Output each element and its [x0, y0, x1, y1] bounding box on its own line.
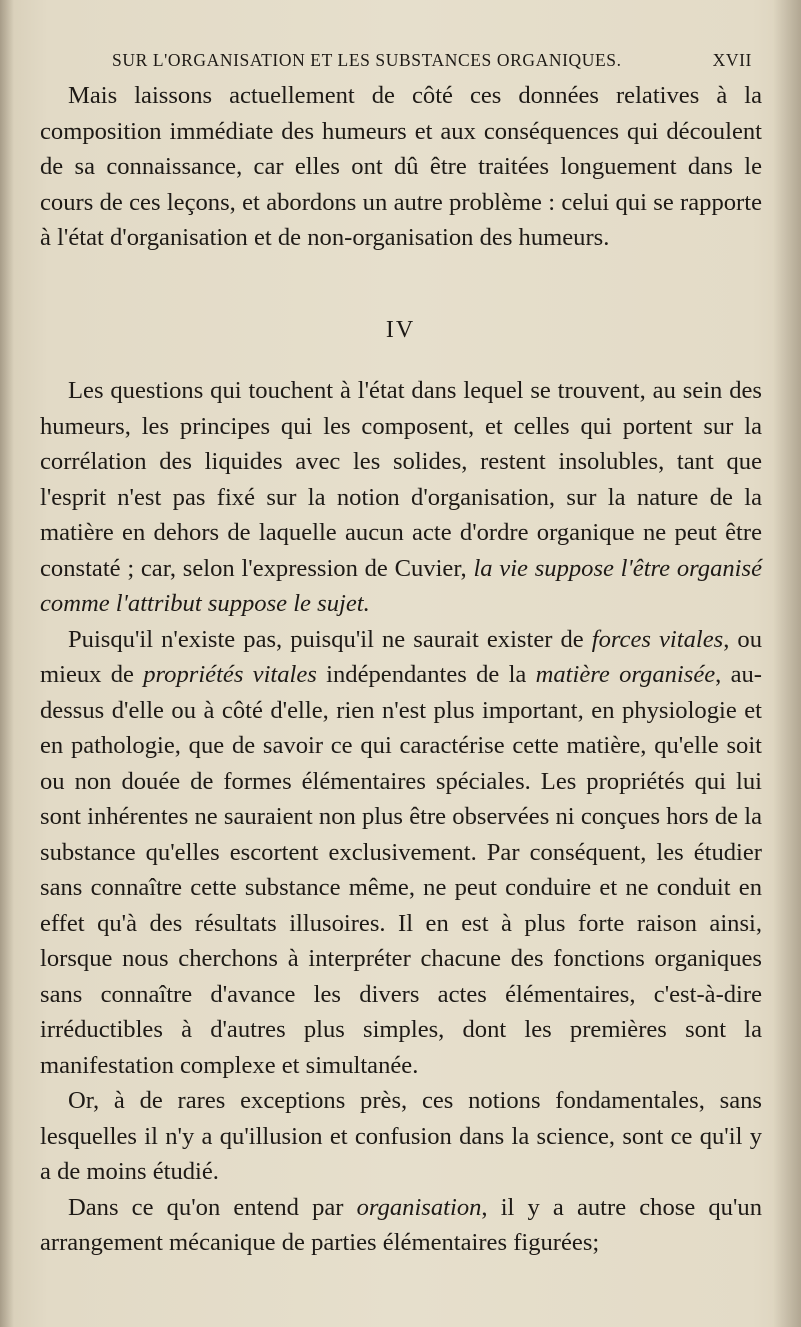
term-forces-vitales: forces vitales: [591, 625, 724, 653]
section-number: IV: [385, 317, 416, 343]
text-block-intro: [40, 78, 762, 256]
term-proprietes-vitales: propriétés vitales: [143, 661, 317, 688]
paragraph-3-text-c: indépendantes de la: [316, 661, 536, 688]
paragraph-2-text: Les questions qui touchent à l'état dans lequel se trouvent, au sein des humeurs, les principes qui les composent, et celles qui portent sur la corrélation des liquides avec les solides, restent insolubles, tant que l'esprit n'est pas fixé sur la notion d'organisation, sur la nature de la matière en dehors de laquelle aucun acte d'ordre organique ne peut être constaté ; car, selon l'expression de Cuvier,: [40, 377, 762, 582]
paragraph-2: [40, 373, 762, 622]
running-title: SUR L'ORGANISATION ET LES SUBSTANCES ORGANIQUES.: [112, 50, 622, 70]
paragraph-3: [40, 622, 762, 1084]
paragraph-5: [40, 1190, 762, 1261]
cuvier-quote: la vie suppose l'être organisé comme l'attribut suppose le sujet.: [40, 554, 763, 617]
term-matiere-organisee: matière organisée: [535, 661, 716, 688]
paragraph-3-text-b: , ou mieux de: [40, 625, 762, 688]
paragraph-1: Mais laissons actuellement de côté ces données relatives à la composition immédiate des humeurs et aux conséquences qui découlent de sa connaissance, car elles ont dû être traitées longuement dans le cours de ces leçons, et abordons un autre problème : celui qui se rapporte à l'état d'organisation et de non-organisation des humeurs.: [40, 82, 762, 251]
paragraph-3-text-d: , au-dessus d'elle ou à côté d'elle, rien n'est plus important, en physiologie et en pathologie, que de savoir ce qui caractérise cette matière, qu'elle soit ou non douée de formes élémentaires spéciales. Les propriétés qui lui sont inhérentes ne sauraient non plus être observées ni conçues hors de la substance qu'elles escortent exclusivement. Par conséquent, les étudier sans connaître cette substance même, ne peut conduire et ne conduit en effet qu'à des résultats illusoires. Il en est à plus forte raison ainsi, lorsque nous cherchons à interpréter chacune des fonctions organiques sans connaître d'avance les divers actes élémentaires, c'est-à-dire irréductibles à d'autres plus simples, dont les premières sont la manifestation complexe et simultanée.: [40, 661, 762, 1079]
paragraph-3-text-a: Puisqu'il n'existe pas, puisqu'il ne saurait exister de: [68, 625, 592, 653]
page-number: XVII: [712, 50, 752, 70]
page-gutter-shadow: [0, 0, 14, 1327]
running-head: [112, 50, 752, 71]
text-block-section: [40, 373, 762, 1261]
paragraph-4: Or, à de rares exceptions près, ces notions fondamentales, sans lesquelles il n'y a qu'illusion et confusion dans la science, sont ce qu'il y a de moins étudié.: [40, 1087, 762, 1185]
paragraph-5-text-a: Dans ce qu'on entend par: [68, 1193, 357, 1221]
term-organisation: organisation: [356, 1193, 482, 1221]
paragraph-5-text-b: , il y a autre chose qu'un arrangement mécanique de parties élémentaires figurées;: [40, 1193, 762, 1256]
page-edge-shadow: [773, 0, 801, 1327]
